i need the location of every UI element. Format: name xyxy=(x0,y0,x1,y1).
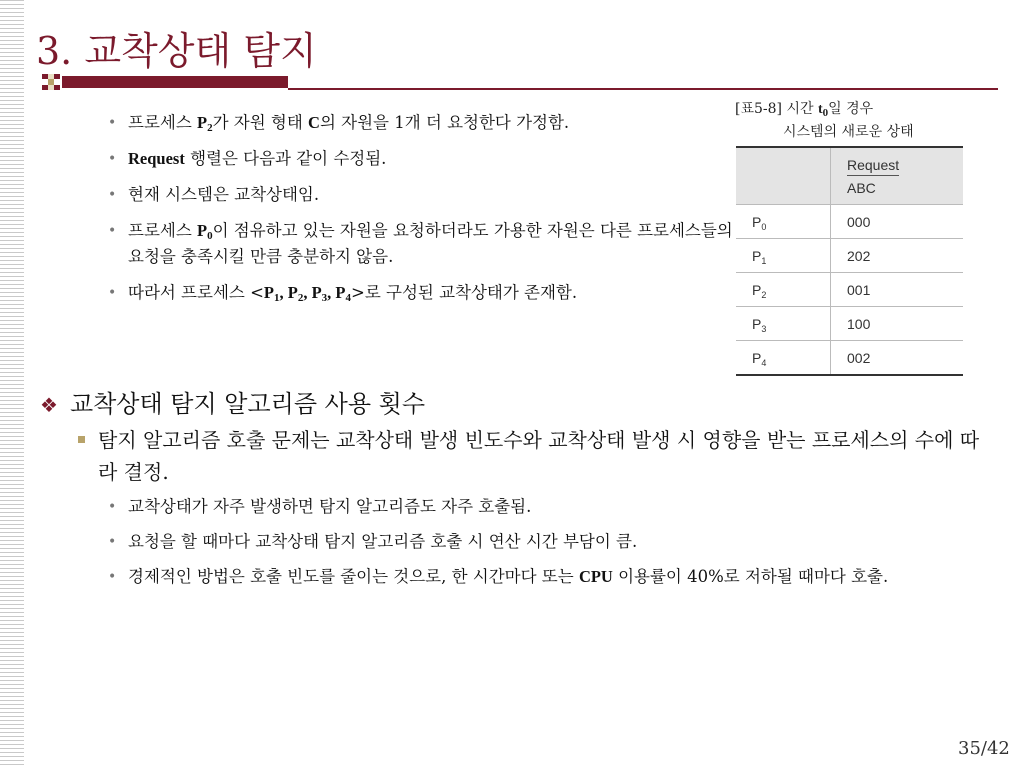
diamond-bullet-icon: ❖ xyxy=(40,393,58,417)
bullet-text-run: , xyxy=(327,283,336,302)
process-subscript: 1 xyxy=(761,255,767,266)
bullet-item xyxy=(106,110,746,136)
subscript-text: 2 xyxy=(207,122,213,134)
process-label: P xyxy=(752,349,762,366)
top-bullet-list xyxy=(106,110,746,316)
request-value-cell: 001 xyxy=(831,273,964,307)
bullet-text-run: 의 자원을 1개 더 요청한다 가정함. xyxy=(319,113,570,132)
bullet-text-run: 현재 시스템은 교착상태임. xyxy=(128,185,320,204)
bullet-text-run: C xyxy=(308,113,320,132)
section-heading xyxy=(40,384,425,419)
bullet-text-run: 이 점유하고 있는 자원을 요청하더라도 가용한 자원은 다른 프로세스들의 요청을 충족시킬 만큼 충분하지 않음. xyxy=(128,221,733,266)
title-accent-bar xyxy=(62,76,288,88)
process-subscript: 0 xyxy=(761,221,767,232)
bullet-item xyxy=(106,146,746,172)
caption-prefix: [표5-8] 시간 xyxy=(735,101,818,117)
bullet-text-run: 행렬은 다음과 같이 수정됨. xyxy=(184,149,387,168)
bullet-text-run: 프로세스 xyxy=(128,113,198,132)
table-row xyxy=(736,205,963,239)
bullet-item xyxy=(106,529,976,555)
request-value-cell: 202 xyxy=(831,239,964,273)
caption-suffix: 일 경우 xyxy=(828,101,874,117)
request-table xyxy=(736,146,963,376)
process-label: P xyxy=(752,315,762,332)
subscript-text: 1 xyxy=(273,292,280,304)
page-number: 35/42 xyxy=(958,738,1010,759)
sub-bullet-text: 탐지 알고리즘 호출 문제는 교착상태 발생 빈도수와 교착상태 발생 시 영향을 받는 프로세스의 수에 따라 결정. xyxy=(98,428,980,484)
bullet-text-run: 요청을 할 때마다 교착상태 탐지 알고리즘 호출 시 연산 시간 부담이 큼. xyxy=(128,532,638,551)
bullet-text-run: >로 구성된 교착상태가 존재함. xyxy=(351,283,578,302)
table-header-cell xyxy=(831,147,964,205)
section-heading-text: 교착상태 탐지 알고리즘 사용 횟수 xyxy=(69,390,426,418)
bullet-item xyxy=(106,280,746,306)
bullet-item xyxy=(106,564,976,590)
request-value-cell: 002 xyxy=(831,341,964,376)
table-row xyxy=(736,239,963,273)
caption-t-sub: 0 xyxy=(822,107,829,119)
header-abc: ABC xyxy=(847,179,876,196)
bullet-text-run: P xyxy=(197,113,208,132)
subscript-text: 2 xyxy=(297,292,304,304)
bullet-text-run: 이용률이 40%로 저하될 때마다 호출. xyxy=(612,567,889,586)
process-subscript: 2 xyxy=(761,289,767,300)
subscript-text: 3 xyxy=(321,292,328,304)
table-row xyxy=(736,341,963,376)
bullet-item xyxy=(106,182,746,208)
table-row xyxy=(736,307,963,341)
bullet-text-run: P xyxy=(263,283,274,302)
bullet-text-run: 프로세스 xyxy=(128,221,198,240)
bullet-text-run: P xyxy=(197,221,208,240)
process-cell xyxy=(736,307,831,341)
process-cell xyxy=(736,205,831,239)
bullet-text-run: 교착상태가 자주 발생하면 탐지 알고리즘도 자주 호출됨. xyxy=(128,497,532,516)
header-request: Request xyxy=(847,157,899,176)
bullet-item xyxy=(106,218,746,270)
table-row xyxy=(736,273,963,307)
bullet-text-run: P xyxy=(287,283,298,302)
process-cell xyxy=(736,341,831,376)
slide-title: 3. 교착상태 탐지 xyxy=(36,29,317,73)
bullet-text-run: , xyxy=(303,283,312,302)
request-value-cell: 100 xyxy=(831,307,964,341)
bullet-text-run: P xyxy=(335,283,346,302)
bullet-text-run: P xyxy=(311,283,322,302)
side-stripe-decoration xyxy=(0,0,24,768)
table-caption xyxy=(735,98,914,143)
table-header-row xyxy=(736,147,963,205)
title-underline xyxy=(288,88,998,90)
bullet-text-run: CPU xyxy=(578,567,613,586)
process-label: P xyxy=(752,213,762,230)
subscript-text: 0 xyxy=(207,230,213,242)
caption-line2: 시스템의 새로운 상태 xyxy=(783,124,914,140)
bullet-text-run: Request xyxy=(128,149,185,168)
bullet-text-run: , xyxy=(279,283,288,302)
process-label: P xyxy=(752,247,762,264)
table-header-empty xyxy=(736,147,831,205)
process-subscript: 3 xyxy=(761,323,767,334)
process-subscript: 4 xyxy=(761,357,767,368)
bullet-text-run: 경제적인 방법은 호출 빈도를 줄이는 것으로, 한 시간마다 또는 xyxy=(128,567,579,586)
process-label: P xyxy=(752,281,762,298)
process-cell xyxy=(736,239,831,273)
bullet-item xyxy=(106,494,976,520)
checker-marker-icon xyxy=(42,74,60,90)
process-cell xyxy=(736,273,831,307)
request-value-cell: 000 xyxy=(831,205,964,239)
square-bullet-icon xyxy=(78,436,85,443)
bullet-text-run: 가 자원 형태 xyxy=(212,113,309,132)
bottom-bullet-list xyxy=(106,494,976,599)
caption-t: t xyxy=(817,102,823,117)
section-sub-bullet xyxy=(78,424,990,488)
bullet-text-run: 따라서 프로세스 < xyxy=(128,283,264,302)
subscript-text: 4 xyxy=(345,292,352,304)
